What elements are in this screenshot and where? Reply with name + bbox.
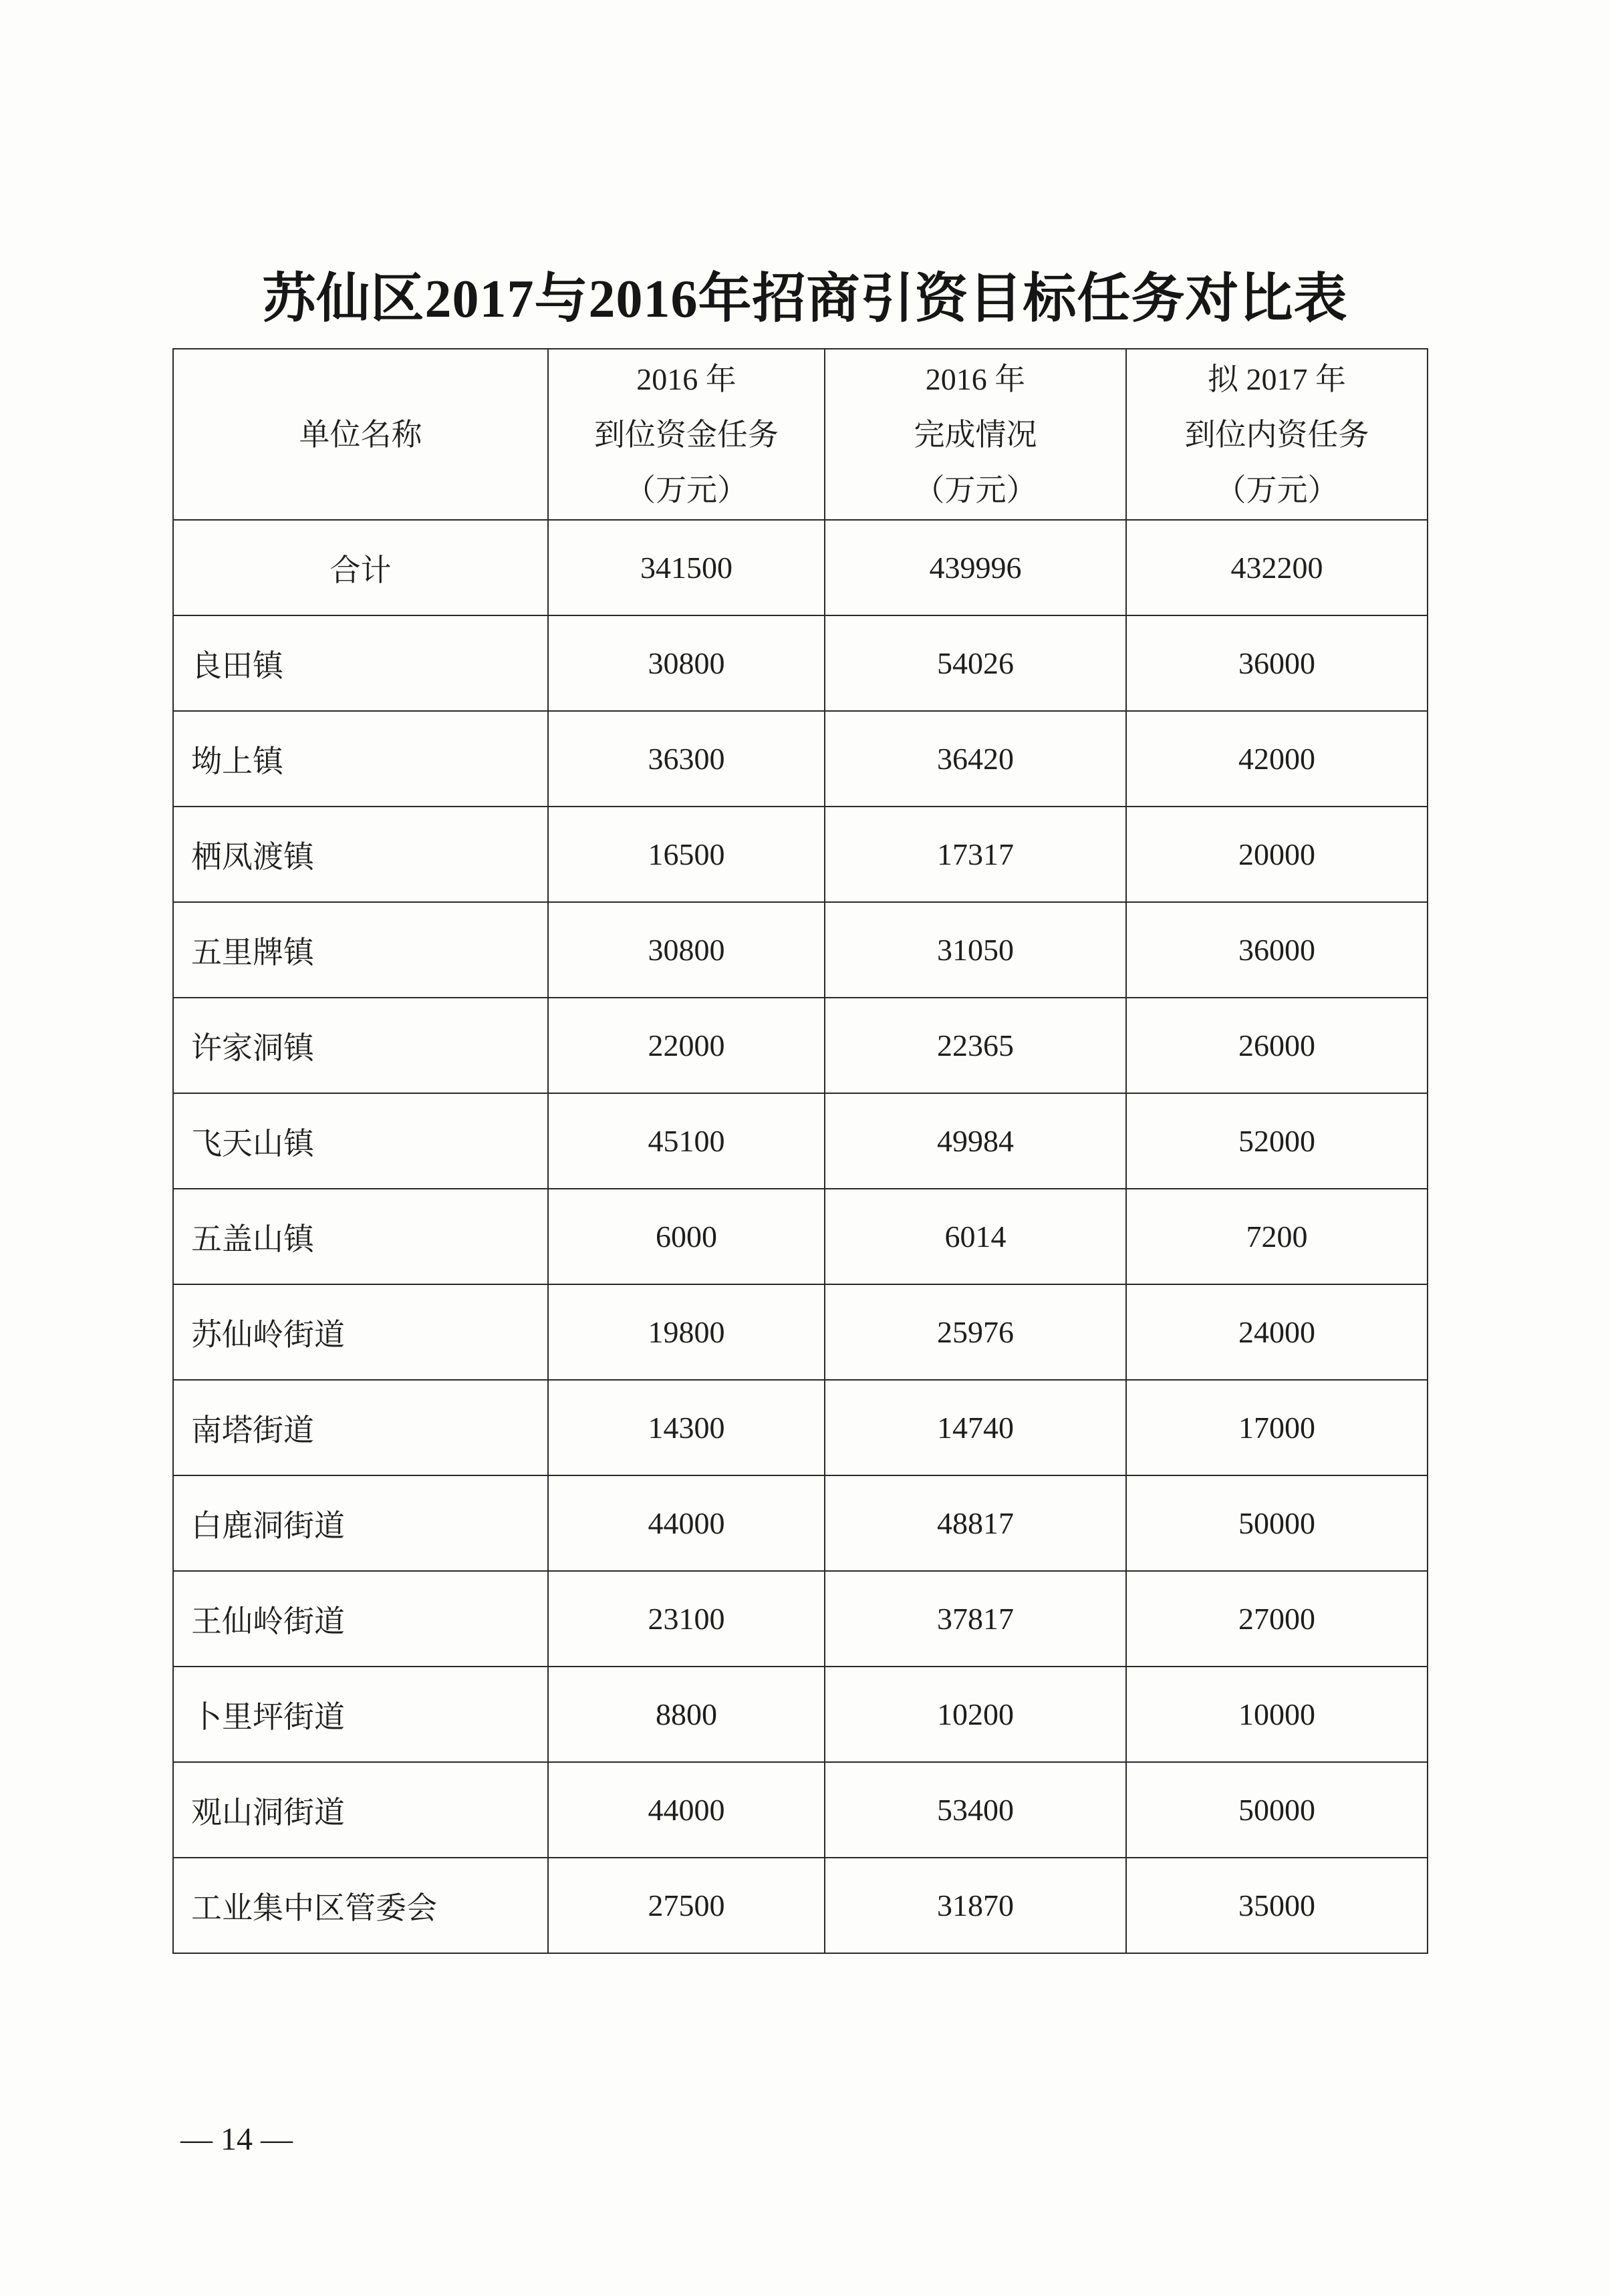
target-2017: 50000 — [1126, 1762, 1428, 1858]
target-2016: 36300 — [548, 711, 825, 807]
unit-name: 飞天山镇 — [173, 1093, 548, 1189]
table-row — [173, 615, 1428, 711]
completed-2016: 10200 — [825, 1667, 1126, 1762]
completed-2016: 54026 — [825, 615, 1126, 711]
completed-2016: 37817 — [825, 1571, 1126, 1667]
target-2017: 50000 — [1126, 1475, 1428, 1571]
header-line: （万元） — [625, 472, 748, 507]
completed-2016: 48817 — [825, 1475, 1126, 1571]
completed-2016: 31050 — [825, 902, 1126, 998]
completed-2016: 17317 — [825, 807, 1126, 902]
target-2016: 45100 — [548, 1093, 825, 1189]
target-2016: 14300 — [548, 1380, 825, 1475]
target-2016: 8800 — [548, 1667, 825, 1762]
table-row — [173, 1380, 1428, 1475]
unit-name: 栖凤渡镇 — [173, 807, 548, 902]
table-row — [173, 1284, 1428, 1380]
unit-name: 五里牌镇 — [173, 902, 548, 998]
unit-name: 坳上镇 — [173, 711, 548, 807]
table-row — [173, 1475, 1428, 1571]
total-target-2017: 432200 — [1126, 520, 1428, 615]
completed-2016: 53400 — [825, 1762, 1126, 1858]
header-line: 完成情况 — [914, 417, 1037, 452]
table-row — [173, 1762, 1428, 1858]
total-target-2016: 341500 — [548, 520, 825, 615]
target-2016: 30800 — [548, 615, 825, 711]
table-row — [173, 1858, 1428, 1953]
target-2016: 22000 — [548, 998, 825, 1093]
table-row — [173, 1571, 1428, 1667]
target-2016: 16500 — [548, 807, 825, 902]
table-row — [173, 1093, 1428, 1189]
completed-2016: 31870 — [825, 1858, 1126, 1953]
target-2016: 23100 — [548, 1571, 825, 1667]
target-2017: 26000 — [1126, 998, 1428, 1093]
unit-name: 观山洞街道 — [173, 1762, 548, 1858]
header-line: 2016 年 — [636, 362, 736, 396]
target-2016: 27500 — [548, 1858, 825, 1953]
target-2016: 44000 — [548, 1762, 825, 1858]
target-2017: 24000 — [1126, 1284, 1428, 1380]
total-row — [173, 520, 1428, 615]
header-line: 单位名称 — [299, 417, 422, 452]
target-2016: 44000 — [548, 1475, 825, 1571]
target-2017: 35000 — [1126, 1858, 1428, 1953]
target-2017: 52000 — [1126, 1093, 1428, 1189]
header-unit-name — [173, 349, 548, 520]
table-row — [173, 807, 1428, 902]
total-completed-2016: 439996 — [825, 520, 1126, 615]
completed-2016: 49984 — [825, 1093, 1126, 1189]
target-2017: 17000 — [1126, 1380, 1428, 1475]
target-2016: 19800 — [548, 1284, 825, 1380]
completed-2016: 25976 — [825, 1284, 1126, 1380]
comparison-table — [172, 348, 1428, 1954]
unit-name: 白鹿洞街道 — [173, 1475, 548, 1571]
target-2016: 30800 — [548, 902, 825, 998]
unit-name: 卜里坪街道 — [173, 1667, 548, 1762]
target-2017: 10000 — [1126, 1667, 1428, 1762]
target-2016: 6000 — [548, 1189, 825, 1284]
unit-name: 许家洞镇 — [173, 998, 548, 1093]
target-2017: 20000 — [1126, 807, 1428, 902]
target-2017: 7200 — [1126, 1189, 1428, 1284]
completed-2016: 14740 — [825, 1380, 1126, 1475]
header-line: 到位内资任务 — [1184, 417, 1369, 452]
target-2017: 36000 — [1126, 902, 1428, 998]
total-label: 合计 — [173, 520, 548, 615]
header-completed-2016 — [825, 349, 1126, 520]
unit-name: 王仙岭街道 — [173, 1571, 548, 1667]
header-line: （万元） — [1215, 472, 1339, 507]
unit-name: 苏仙岭街道 — [173, 1284, 548, 1380]
header-target-2016 — [548, 349, 825, 520]
completed-2016: 22365 — [825, 998, 1126, 1093]
unit-name: 五盖山镇 — [173, 1189, 548, 1284]
header-line: 2016 年 — [925, 362, 1026, 396]
target-2017: 42000 — [1126, 711, 1428, 807]
table-row — [173, 1189, 1428, 1284]
header-target-2017 — [1126, 349, 1428, 520]
target-2017: 36000 — [1126, 615, 1428, 711]
target-2017: 27000 — [1126, 1571, 1428, 1667]
table-row — [173, 998, 1428, 1093]
unit-name: 南塔街道 — [173, 1380, 548, 1475]
table-row — [173, 1667, 1428, 1762]
header-line: 到位资金任务 — [594, 417, 779, 452]
table-row — [173, 711, 1428, 807]
document-title: 苏仙区2017与2016年招商引资目标任务对比表 — [262, 270, 1348, 329]
unit-name: 良田镇 — [173, 615, 548, 711]
header-line: 拟 2017 年 — [1208, 362, 1346, 396]
completed-2016: 36420 — [825, 711, 1126, 807]
table-row — [173, 902, 1428, 998]
completed-2016: 6014 — [825, 1189, 1126, 1284]
unit-name: 工业集中区管委会 — [173, 1858, 548, 1953]
header-row — [173, 349, 1428, 520]
header-line: （万元） — [914, 472, 1037, 507]
page-number: — 14 — — [180, 2122, 293, 2157]
